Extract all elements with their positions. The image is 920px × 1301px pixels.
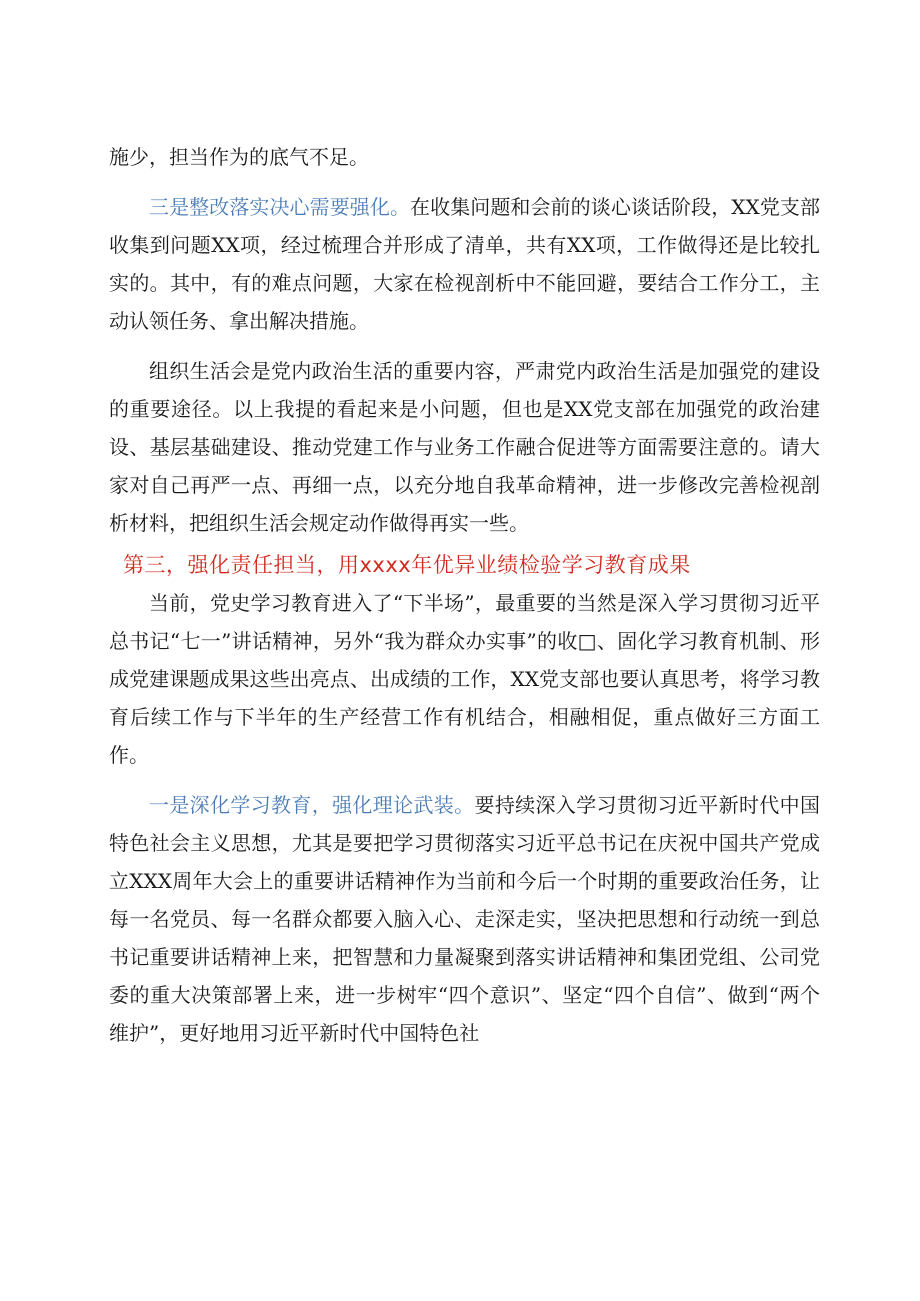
paragraph-point-three	[109, 188, 820, 340]
paragraph-continuation: 施少，担当作为的底气不足。	[109, 145, 369, 169]
paragraph-point-one	[109, 786, 820, 1052]
paragraph-summary: 组织生活会是党内政治生活的重要内容，严肃党内政治生活是加强党的建设的重要途径。以上我提的看起来是小问题，但也是XX党支部在加强党的政治建设、基层基础建设、推动党建工作与业务工作融合促进等方面需要注意的。请大家对自己再严一点、再细一点，以充分地自我革命精神，进一步修改完善检视剖析材料，把组织生活会规定动作做得再实一些。	[109, 359, 820, 535]
point-three-lead: 三是整改落实决心需要强化。	[149, 195, 411, 219]
point-one-lead: 一是深化学习教育，强化理论武装。	[149, 793, 475, 817]
paragraph-current: 当前，党史学习教育进入了“下半场”，最重要的当然是深入学习贯彻习近平总书记“七一”讲话精神，另外“我为群众办实事”的收□、固化学习教育机制、形成党建课题成果这些出亮点、出成绩的工作，XX党支部也要认真思考，将学习教育后续工作与下半年的生产经营工作有机结合，相融相促，重点做好三方面工作。	[109, 591, 820, 767]
document-body	[109, 138, 820, 1052]
point-one-text: 要持续深入学习贯彻习近平新时代中国特色社会主义思想，尤其是要把学习贯彻落实习近平总书记在庆祝中国共产党成立XXX周年大会上的重要讲话精神作为当前和今后一个时期的重要政治任务，让每一名党员、每一名群众都要入脑入心、走深走实，坚决把思想和行动统一到总书记重要讲话精神上来，把智慧和力量凝聚到落实讲话精神和集团党组、公司党委的重大决策部署上来，进一步树牢“四个意识”、坚定“四个自信”、做到“两个维护”，更好地用习近平新时代中国特色社	[109, 793, 820, 1045]
section-heading: 第三，强化责任担当，用xxxx年优异业绩检验学习教育成果	[123, 553, 691, 577]
point-three-text: 在收集问题和会前的谈心谈话阶段，XX党支部收集到问题XX项，经过梳理合并形成了清单，共有XX项，工作做得还是比较扎实的。其中，有的难点问题，大家在检视剖析中不能回避，要结合工作分工，主动认领任务、拿出解决措施。	[109, 195, 821, 333]
